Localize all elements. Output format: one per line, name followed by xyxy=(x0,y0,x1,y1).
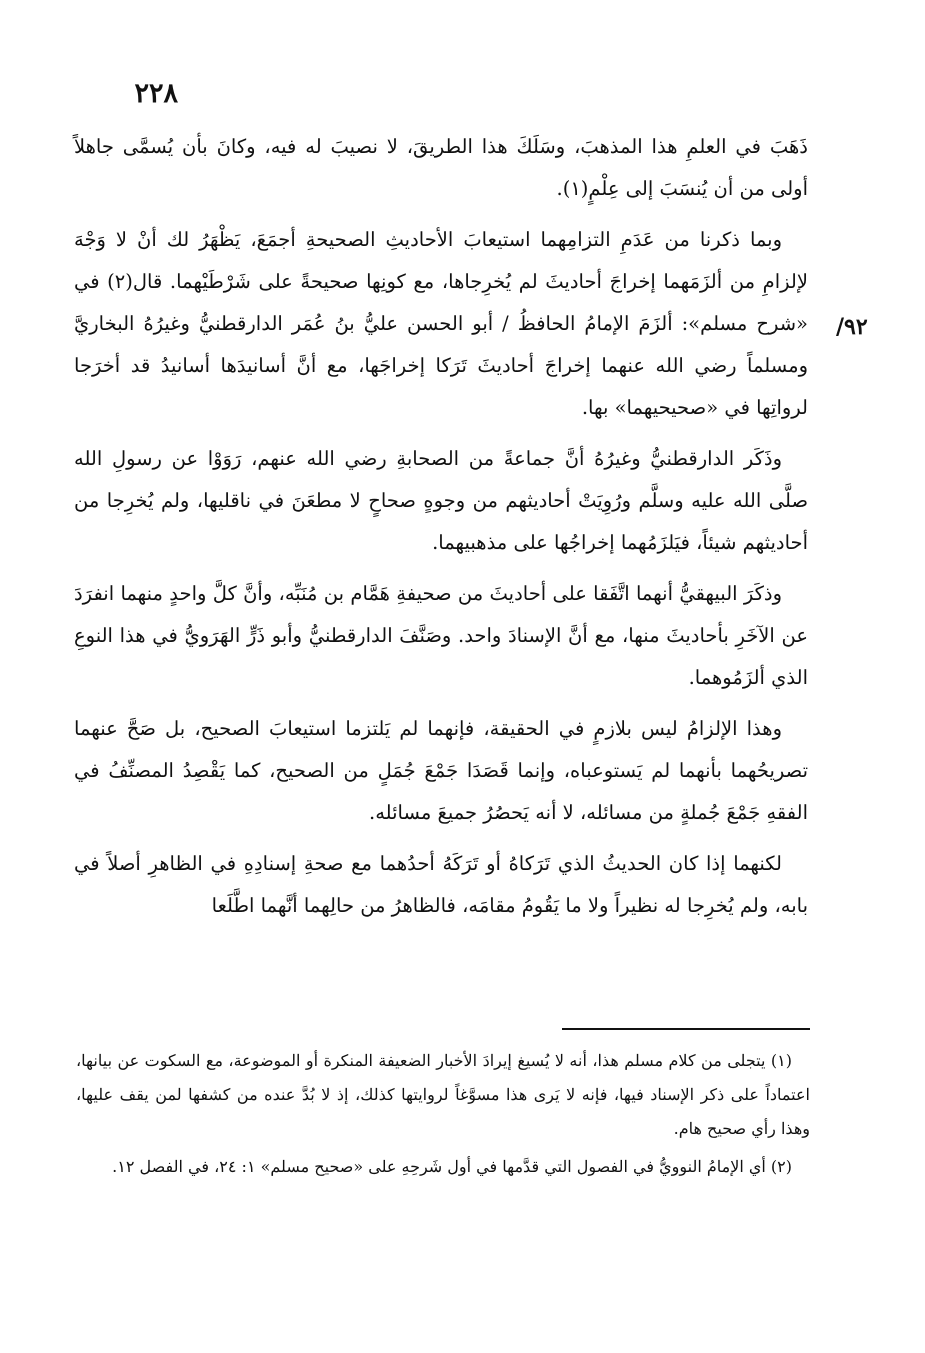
footnote: (١) يتجلى من كلام مسلم هذا، أنه لا يُسيغ إيرادَ الأخبار الضعيفة المنكرة أو الموضوعة، مع السكوت عن بيانها، اعتماداً على ذكر الإسناد فيها، فإنه لا يَرى هذا مسوَّغاً لروايتها كذلك، إذ لا بُدَّ عنده من كشفها لمن يقف عليها، وهذا رأي صحيح هام. xyxy=(76,1051,810,1138)
paragraph: وذَكَر الدارقطنيُّ وغيرُهُ أنَّ جماعةً من الصحابةِ رضي الله عنهم، رَوَوْا عن رسولِ الله صلَّى الله عليه وسلَّم ورُوِيَتْ أحاديثهم من وجوهٍ صحاحٍ لا مطعَنَ في ناقليها، ولم يُخرِجا من أحاديثهم شيئاً، فيَلزَمُهما إخراجُها على مذهبيهما. xyxy=(74,447,808,554)
paragraph: لكنهما إذا كان الحديثُ الذي تَرَكاهُ أو تَرَكَهُ أحدُهما مع صحةِ إسنادِهِ في الظاهرِ أصلاً في بابه، ولم يُخرِجا له نظيراً ولا ما يَقُومُ مقامَه، فالظاهرُ من حالِهما أنَّهما اطَّلَعا xyxy=(74,852,808,917)
footnote-separator xyxy=(562,1028,810,1030)
main-text xyxy=(74,126,808,936)
paragraph: وبما ذكرنا من عَدَمِ التزامِهما استيعابَ الأحاديثِ الصحيحةِ أجمَعَ، يَظْهَرُ لك أنْ لا وَجْهَ لإلزامِ من ألزَمَهما إخراجَ أحاديثَ لم يُخرِجاها، مع كونِها صحيحةً على شَرْطَيْهما. قال(٢) في «شرح مسلم»: ألزَمَ الإمامُ الحافظُ / أبو الحسن عليُّ بنُ عُمَر الدارقطنيُّ وغيرُهُ البخاريَّ ومسلماً رضي الله عنهما إخراجَ أحاديثَ تَرَكا إخراجَها، مع أنَّ أسانيدَها أسانيدُ قد أخرَجا لرواتِها في «صحيحيهما» بها. xyxy=(74,228,808,419)
paragraph: ذَهَبَ في العلمِ هذا المذهبَ، وسَلَكَ هذا الطريقَ، لا نصيبَ له فيه، وكانَ بأن يُسمَّى جاهلاً أولى من أن يُنسَبَ إلى عِلْمٍ(١). xyxy=(74,135,808,200)
margin-page-marker: ٩٢/ xyxy=(836,314,868,340)
paragraph: وهذا الإلزامُ ليس بلازمٍ في الحقيقة، فإنهما لم يَلتزما استيعابَ الصحيح، بل صَحَّ عنهما تصريحُهما بأنهما لم يَستوعباه، وإنما قَصَدَا جَمْعَ جُمَلٍ من الصحيح، كما يَقْصِدُ المصنِّفُ في الفقهِ جَمْعَ جُملةٍ من مسائله، لا أنه يَحصُرُ جميعَ مسائله. xyxy=(74,717,808,824)
footnote: (٢) أي الإمامُ النوويُّ في الفصول التي قدَّمها في أول شَرحِهِ على «صحيح مسلم» ١: ٢٤، في الفصل ١٢. xyxy=(112,1157,792,1176)
page-number: ٢٢٨ xyxy=(134,78,178,109)
paragraph: وذكَرَ البيهقيُّ أنهما اتَّفَقا على أحاديثَ من صحيفةِ هَمَّام بن مُنَبِّه، وأنَّ كلَّ واحدٍ منهما انفرَدَ عن الآخَرِ بأحاديثَ منها، مع أنَّ الإسنادَ واحد. وصَنَّفَ الدارقطنيُّ وأبو ذَرٍّ الهَرَويُّ في هذا النوعِ الذي ألزَمُوهما. xyxy=(74,582,808,689)
footnotes xyxy=(76,1044,810,1188)
